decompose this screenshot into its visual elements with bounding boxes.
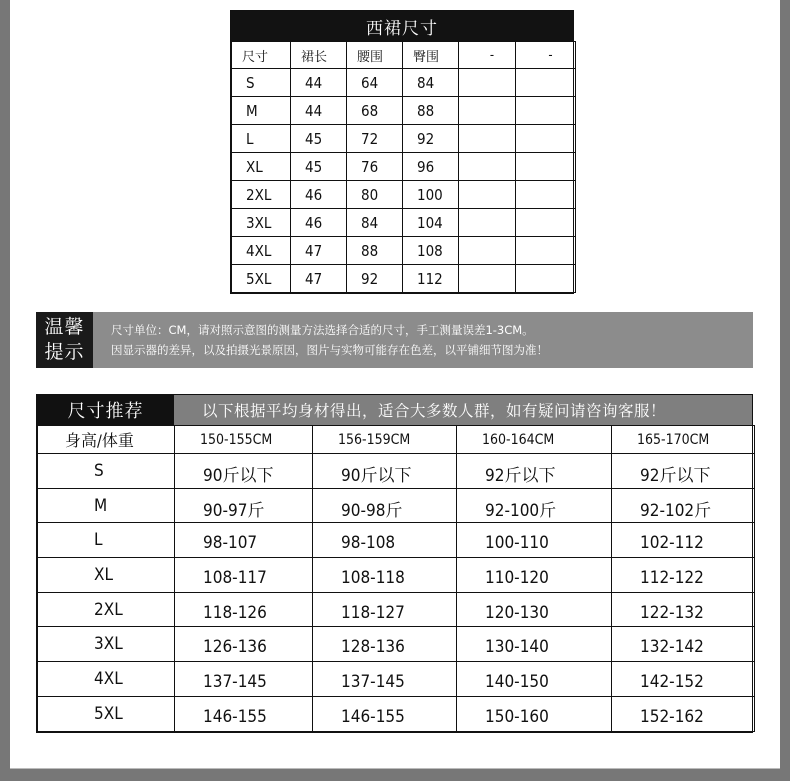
table-row [232, 97, 576, 125]
weight-range-cell: 98-107 [175, 523, 313, 558]
size-label-cell: XL [38, 558, 175, 593]
height-range-header: 156-159CM [313, 426, 457, 454]
size-value-cell [459, 237, 516, 265]
size-label-cell: L [232, 125, 291, 153]
size-value-cell: 76 [347, 153, 403, 181]
size-table-header-cell: 臀围 [403, 42, 459, 69]
weight-range-cell: 128-136 [313, 627, 457, 662]
table-row [38, 662, 755, 697]
size-value-cell [459, 209, 516, 237]
table-row [38, 454, 755, 489]
weight-range-cell: 100-110 [457, 523, 612, 558]
recommendation-header [37, 395, 752, 425]
weight-range-cell: 92斤以下 [457, 454, 612, 489]
size-value-cell [516, 265, 576, 293]
table-row [38, 592, 755, 627]
size-value-cell [516, 237, 576, 265]
table-row [38, 488, 755, 523]
size-value-cell: 104 [403, 209, 459, 237]
height-weight-header: 身高/体重 [38, 426, 175, 454]
height-range-header: 160-164CM [457, 426, 612, 454]
size-value-cell [516, 97, 576, 125]
weight-range-cell: 152-162 [612, 696, 755, 731]
size-label-cell: 2XL [38, 592, 175, 627]
size-value-cell: 44 [291, 97, 347, 125]
size-table-header-row [232, 42, 576, 69]
size-value-cell: 96 [403, 153, 459, 181]
tips-label-line2: 提示 [44, 341, 85, 363]
size-value-cell [459, 97, 516, 125]
size-label-cell: 3XL [38, 627, 175, 662]
table-row [232, 125, 576, 153]
size-value-cell [459, 125, 516, 153]
size-value-cell: 47 [291, 237, 347, 265]
size-label-cell: XL [232, 153, 291, 181]
size-value-cell [516, 69, 576, 97]
size-recommendation-table [36, 394, 753, 733]
table-row [232, 237, 576, 265]
size-value-cell: 88 [347, 237, 403, 265]
size-label-cell: S [38, 454, 175, 489]
size-value-cell: 100 [403, 181, 459, 209]
size-value-cell: 45 [291, 125, 347, 153]
size-value-cell: 92 [347, 265, 403, 293]
weight-range-cell: 130-140 [457, 627, 612, 662]
height-range-header: 165-170CM [612, 426, 755, 454]
size-table-header-cell: - [516, 42, 576, 69]
weight-range-cell: 92-100斤 [457, 488, 612, 523]
size-label-cell: 3XL [232, 209, 291, 237]
size-label-cell: 5XL [232, 265, 291, 293]
tips-banner [36, 312, 753, 368]
weight-range-cell: 137-145 [175, 662, 313, 697]
size-label-cell: M [38, 488, 175, 523]
size-value-cell: 108 [403, 237, 459, 265]
weight-range-cell: 132-142 [612, 627, 755, 662]
skirt-size-table-title: 西裙尺寸 [231, 11, 573, 41]
weight-range-cell: 92斤以下 [612, 454, 755, 489]
recommendation-header-row [38, 426, 755, 454]
size-label-cell: 2XL [232, 181, 291, 209]
weight-range-cell: 98-108 [313, 523, 457, 558]
size-table-header-cell: 尺寸 [232, 42, 291, 69]
size-value-cell: 72 [347, 125, 403, 153]
weight-range-cell: 126-136 [175, 627, 313, 662]
size-label-cell: L [38, 523, 175, 558]
weight-range-cell: 142-152 [612, 662, 755, 697]
table-row [232, 69, 576, 97]
size-value-cell [459, 69, 516, 97]
size-value-cell [459, 153, 516, 181]
tips-label-line1: 温馨 [44, 316, 85, 338]
size-value-cell: 47 [291, 265, 347, 293]
size-value-cell: 44 [291, 69, 347, 97]
weight-range-cell: 140-150 [457, 662, 612, 697]
size-value-cell: 84 [347, 209, 403, 237]
tips-text [93, 320, 548, 360]
weight-range-cell: 122-132 [612, 592, 755, 627]
size-value-cell [516, 181, 576, 209]
recommendation-subtitle: 以下根据平均身材得出，适合大多数人群，如有疑问请咨询客服！ [174, 395, 752, 425]
table-row [232, 265, 576, 293]
weight-range-cell: 118-127 [313, 592, 457, 627]
size-value-cell: 46 [291, 181, 347, 209]
weight-range-cell: 150-160 [457, 696, 612, 731]
size-value-cell: 112 [403, 265, 459, 293]
size-value-cell: 46 [291, 209, 347, 237]
size-value-cell: 92 [403, 125, 459, 153]
size-table-header-cell: 腰围 [347, 42, 403, 69]
size-value-cell [516, 209, 576, 237]
weight-range-cell: 102-112 [612, 523, 755, 558]
recommendation-title: 尺寸推荐 [37, 395, 174, 425]
tips-line-2: 因显示器的差异，以及拍摄光景原因，图片与实物可能存在色差，以平铺细节图为准！ [111, 343, 548, 357]
size-label-cell: 4XL [232, 237, 291, 265]
weight-range-cell: 118-126 [175, 592, 313, 627]
size-label-cell: 5XL [38, 696, 175, 731]
size-value-cell [459, 265, 516, 293]
table-row [38, 523, 755, 558]
weight-range-cell: 90-97斤 [175, 488, 313, 523]
size-value-cell [459, 181, 516, 209]
size-table-header-cell: - [459, 42, 516, 69]
size-value-cell: 68 [347, 97, 403, 125]
size-label-cell: S [232, 69, 291, 97]
table-row [232, 209, 576, 237]
size-value-cell: 80 [347, 181, 403, 209]
weight-range-cell: 110-120 [457, 558, 612, 593]
size-value-cell: 45 [291, 153, 347, 181]
weight-range-cell: 90斤以下 [313, 454, 457, 489]
size-table-header-cell: 裙长 [291, 42, 347, 69]
table-row [38, 627, 755, 662]
size-value-cell: 88 [403, 97, 459, 125]
size-value-cell [516, 153, 576, 181]
skirt-size-table [230, 10, 574, 294]
weight-range-cell: 146-155 [175, 696, 313, 731]
weight-range-cell: 108-118 [313, 558, 457, 593]
height-range-header: 150-155CM [175, 426, 313, 454]
weight-range-cell: 108-117 [175, 558, 313, 593]
size-value-cell [516, 125, 576, 153]
weight-range-cell: 90斤以下 [175, 454, 313, 489]
size-label-cell: M [232, 97, 291, 125]
table-row [38, 558, 755, 593]
weight-range-cell: 137-145 [313, 662, 457, 697]
table-row [38, 696, 755, 731]
table-row [232, 181, 576, 209]
weight-range-cell: 92-102斤 [612, 488, 755, 523]
weight-range-cell: 120-130 [457, 592, 612, 627]
size-value-cell: 64 [347, 69, 403, 97]
weight-range-cell: 112-122 [612, 558, 755, 593]
weight-range-cell: 146-155 [313, 696, 457, 731]
weight-range-cell: 90-98斤 [313, 488, 457, 523]
size-label-cell: 4XL [38, 662, 175, 697]
tips-label [36, 312, 93, 368]
table-row [232, 153, 576, 181]
size-value-cell: 84 [403, 69, 459, 97]
tips-line-1: 尺寸单位：CM，请对照示意图的测量方法选择合适的尺寸，手工测量误差1-3CM。 [111, 323, 534, 337]
